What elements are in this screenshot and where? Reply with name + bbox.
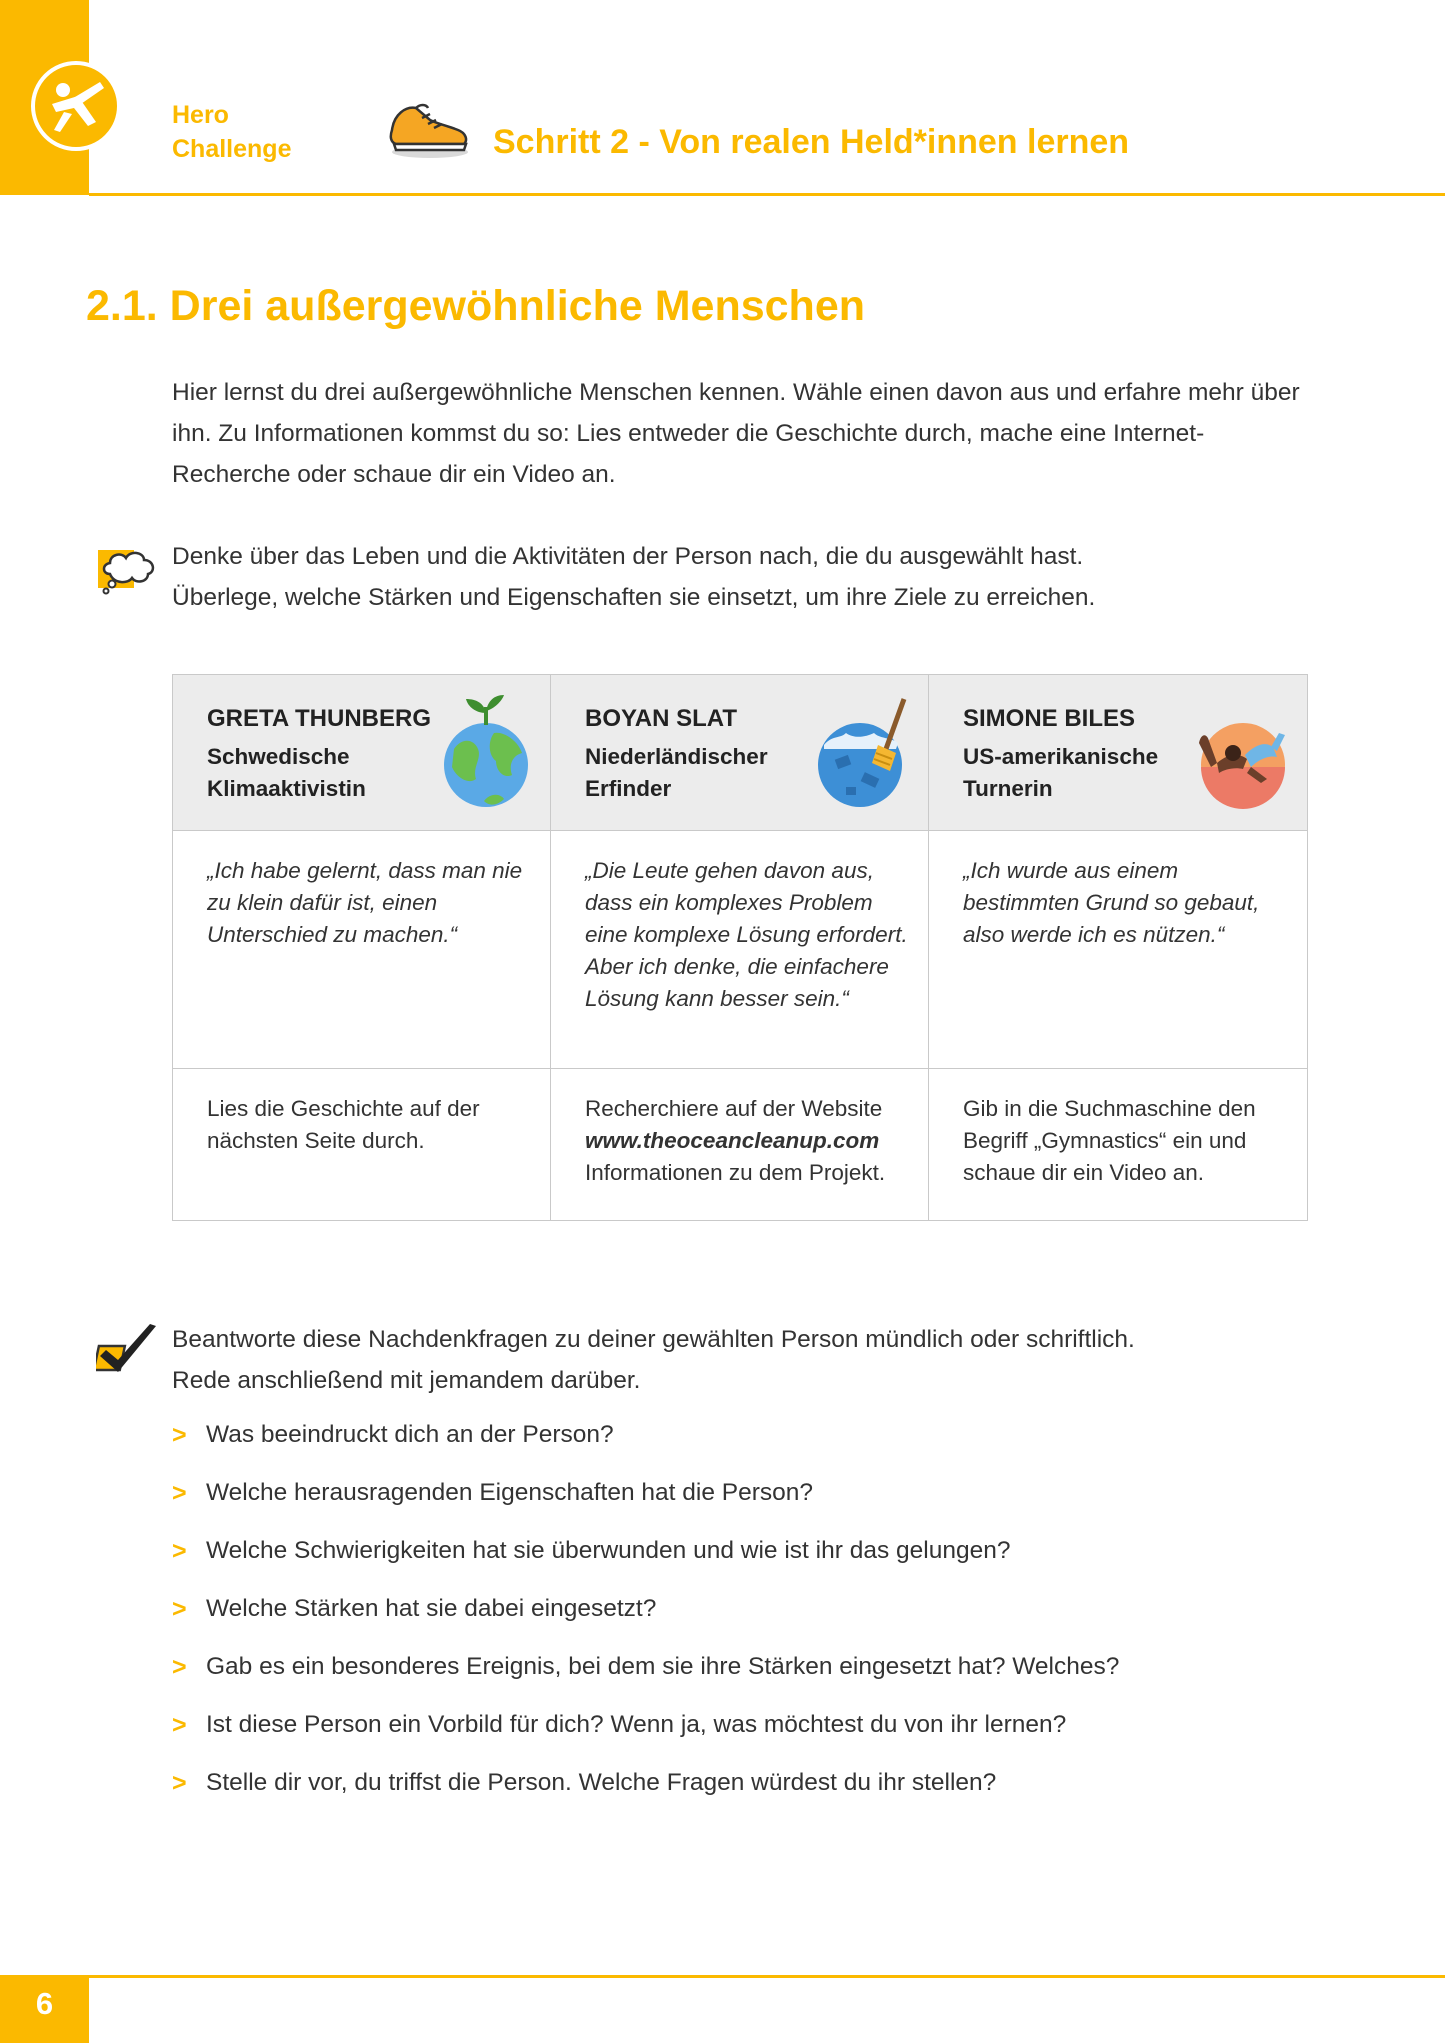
step-title: Schritt 2 - Von realen Held*innen lernen [493, 123, 1130, 161]
person-header-greta [173, 675, 551, 831]
checkmark-icon [96, 1322, 160, 1378]
person-role: Niederländischer Erfinder [585, 744, 768, 801]
list-item: > Gab es ein besonderes Ereignis, bei dem sie ihre Stärken eingesetzt hat? Welches? [172, 1650, 1119, 1708]
list-item: > Was beeindruckt dich an der Person? [172, 1418, 1119, 1476]
person-name: SIMONE BILES [963, 705, 1136, 732]
person-header-simone [929, 675, 1307, 831]
person-name: GRETA THUNBERG [207, 705, 431, 732]
think-instruction: Denke über das Leben und die Aktivitäten der Person nach, die du ausgewählt hast. Überlege, welche Stärken und Eigenschaften sie einsetzt, um ihre Ziele zu erreichen. [172, 543, 1096, 611]
running-shoe-icon [386, 96, 472, 162]
quote-greta: „Ich habe gelernt, dass man nie zu klein dafür ist, einen Unterschied zu machen.“ [173, 831, 551, 1069]
bullet-arrow: > [172, 1653, 187, 1681]
section-title: 2.1. Drei außergewöhnliche Menschen [86, 282, 865, 330]
person-role: Schwedische Klimaaktivistin [207, 744, 366, 801]
list-item: > Welche Schwierigkeiten hat sie überwunden und wie ist ihr das gelungen? [172, 1534, 1119, 1592]
brand-name: Hero Challenge [172, 101, 292, 163]
person-header-boyan [551, 675, 929, 831]
website-link[interactable]: www.theoceancleanup.com [585, 1128, 880, 1153]
thought-bubble-icon [96, 544, 162, 596]
footer-rule [89, 1975, 1445, 1978]
bullet-arrow: > [172, 1711, 187, 1739]
task-greta: Lies die Geschichte auf der nächsten Seite durch. [173, 1069, 551, 1220]
person-role: US-amerikanische Turnerin [963, 744, 1159, 801]
task-simone: Gib in die Suchmaschine den Begriff „Gymnastics“ ein und schaue dir ein Video an. [963, 1096, 1256, 1185]
hero-logo-icon [30, 60, 122, 152]
bullet-arrow: > [172, 1769, 187, 1797]
person-name: BOYAN SLAT [585, 705, 738, 732]
people-table [172, 674, 1308, 1221]
earth-sprout-icon [438, 693, 534, 811]
page-number: 6 [35, 1986, 54, 2021]
list-item: > Welche herausragenden Eigenschaften hat die Person? [172, 1476, 1119, 1534]
header-rule [89, 193, 1445, 196]
bullet-arrow: > [172, 1479, 187, 1507]
list-item: > Stelle dir vor, du triffst die Person. Welche Fragen würdest du ihr stellen? [172, 1766, 1119, 1824]
list-item: > Ist diese Person ein Vorbild für dich? Wenn ja, was möchtest du von ihr lernen? [172, 1708, 1119, 1766]
bullet-arrow: > [172, 1595, 187, 1623]
intro-paragraph: Hier lernst du drei außergewöhnliche Menschen kennen. Wähle einen davon aus und erfahre mehr über ihn. Zu Informationen kommst du so: Lies entweder die Geschichte durch, mache eine Internet-Recherche oder schaue dir ein Video an. [172, 379, 1300, 488]
questions-instruction: Beantworte diese Nachdenkfragen zu deiner gewählten Person mündlich oder schriftlich. Rede anschließend mit jemandem darüber. [172, 1326, 1135, 1394]
list-item: > Welche Stärken hat sie dabei eingesetzt? [172, 1592, 1119, 1650]
task-boyan: Recherchiere auf der Website www.theoceancleanup.com Informationen zu dem Projekt. [551, 1069, 929, 1220]
bullet-arrow: > [172, 1421, 187, 1449]
bullet-arrow: > [172, 1537, 187, 1565]
gymnast-icon [1195, 693, 1291, 811]
quote-simone: „Ich wurde aus einem bestimmten Grund so gebaut, also werde ich es nützen.“ [929, 831, 1307, 1069]
question-list [172, 1418, 1119, 1824]
ocean-broom-icon [816, 693, 912, 811]
quote-boyan: „Die Leute gehen davon aus, dass ein komplexes Problem eine komplexe Lösung erfordert. Aber ich denke, die einfachere Lösung kann besser sein.“ [551, 831, 929, 1069]
